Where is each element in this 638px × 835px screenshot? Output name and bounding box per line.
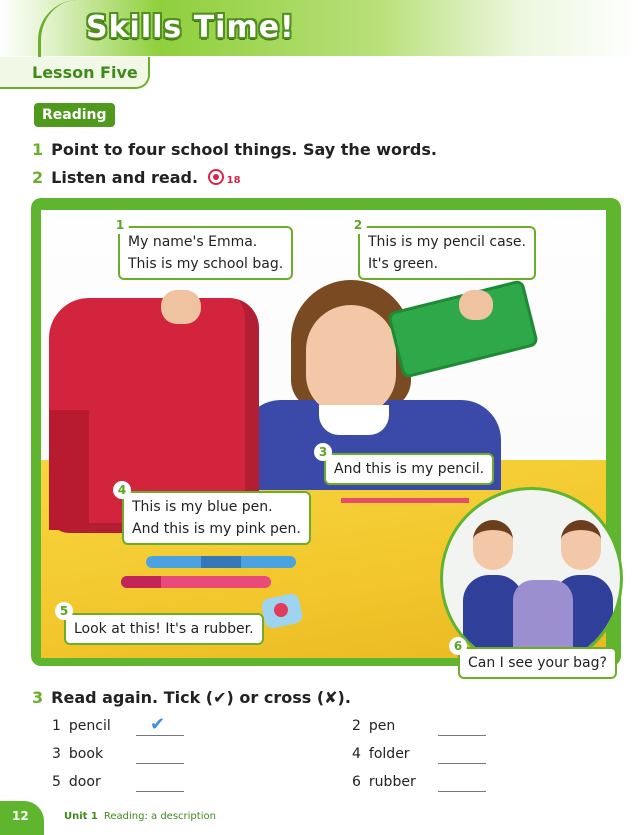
- answer-line-1[interactable]: [136, 735, 184, 736]
- speech-bubble-1: [118, 226, 293, 280]
- bubble-line: And this is my pencil.: [334, 461, 485, 477]
- bubble-line: This is my school bag.: [128, 256, 284, 272]
- item-word: rubber: [368, 774, 416, 790]
- exercise-item-4: [352, 746, 410, 762]
- exercise-item-6: [352, 774, 416, 790]
- item-word: pen: [368, 718, 396, 734]
- exercise-item-3: [52, 746, 103, 762]
- speech-bubble-5: [64, 613, 264, 645]
- exercise-item-5: [52, 774, 101, 790]
- bubble-line: Can I see your bag?: [468, 655, 607, 671]
- instruction-number: 3: [32, 688, 44, 707]
- audio-cd-icon[interactable]: [208, 169, 224, 185]
- instruction-number: 1: [32, 140, 44, 159]
- bubble-number-3: 3: [314, 443, 332, 461]
- answer-line-3[interactable]: [136, 763, 184, 764]
- section-label-reading: Reading: [34, 103, 115, 127]
- item-number: 2: [352, 718, 361, 734]
- answer-line-2[interactable]: [438, 735, 486, 736]
- bubble-number-2: 2: [349, 216, 367, 234]
- pencil-illustration: [341, 498, 469, 503]
- bubble-number-1: 1: [111, 216, 129, 234]
- speech-bubble-4: [122, 491, 311, 545]
- page-number: 12: [12, 809, 29, 823]
- bubble-line: This is my pencil case.: [368, 234, 526, 250]
- item-number: 6: [352, 774, 361, 790]
- item-number: 4: [352, 746, 361, 762]
- hand-left: [161, 290, 201, 324]
- instruction-text: Listen and read.: [51, 168, 199, 187]
- item-word: pencil: [68, 718, 111, 734]
- blue-pen-cap: [201, 556, 241, 568]
- bubble-line: My name's Emma.: [128, 234, 258, 250]
- girl-2-head: [561, 520, 601, 570]
- item-word: door: [68, 774, 101, 790]
- bubble-line: And this is my pink pen.: [132, 521, 301, 537]
- item-number: 1: [52, 718, 61, 734]
- instruction-1: [32, 140, 437, 159]
- girl-1-head: [473, 520, 513, 570]
- bubble-line: Look at this! It's a rubber.: [74, 621, 254, 637]
- instruction-number: 2: [32, 168, 44, 187]
- instruction-text: Point to four school things. Say the words.: [51, 140, 437, 159]
- heart-icon: [274, 603, 288, 617]
- instruction-2: [32, 168, 241, 187]
- exercise-item-1: [52, 718, 111, 734]
- page-title: Skills Time!: [86, 10, 295, 45]
- hand-right: [459, 290, 493, 320]
- instruction-text: Read again. Tick (✔) or cross (✘).: [51, 688, 351, 707]
- girl-collar: [319, 405, 389, 435]
- bubble-number-6: 6: [449, 637, 467, 655]
- bubble-line: It's green.: [368, 256, 439, 272]
- item-number: 3: [52, 746, 61, 762]
- answer-line-5[interactable]: [136, 791, 184, 792]
- exercise-item-2: [352, 718, 395, 734]
- speech-bubble-3: [324, 453, 494, 485]
- footer-subtitle: Reading: a description: [103, 811, 216, 822]
- speech-bubble-2: [358, 226, 536, 280]
- bag-strap: [49, 410, 89, 530]
- audio-track-number: 18: [226, 175, 241, 186]
- pink-pen-cap: [121, 576, 161, 588]
- footer-unit: Unit 1: [64, 811, 98, 822]
- instruction-3: [32, 688, 351, 707]
- speech-bubble-6: [458, 647, 617, 679]
- footer-text: [64, 811, 216, 822]
- item-number: 5: [52, 774, 61, 790]
- bubble-number-4: 4: [113, 481, 131, 499]
- answer-line-6[interactable]: [438, 791, 486, 792]
- item-word: folder: [368, 746, 410, 762]
- bubble-line: This is my blue pen.: [132, 499, 273, 515]
- tick-mark: ✔: [150, 714, 166, 735]
- answer-line-4[interactable]: [438, 763, 486, 764]
- item-word: book: [68, 746, 104, 762]
- lesson-label: Lesson Five: [32, 63, 138, 82]
- bubble-number-5: 5: [55, 602, 73, 620]
- girl-face: [306, 305, 396, 415]
- inset-photo-circle: [440, 487, 623, 670]
